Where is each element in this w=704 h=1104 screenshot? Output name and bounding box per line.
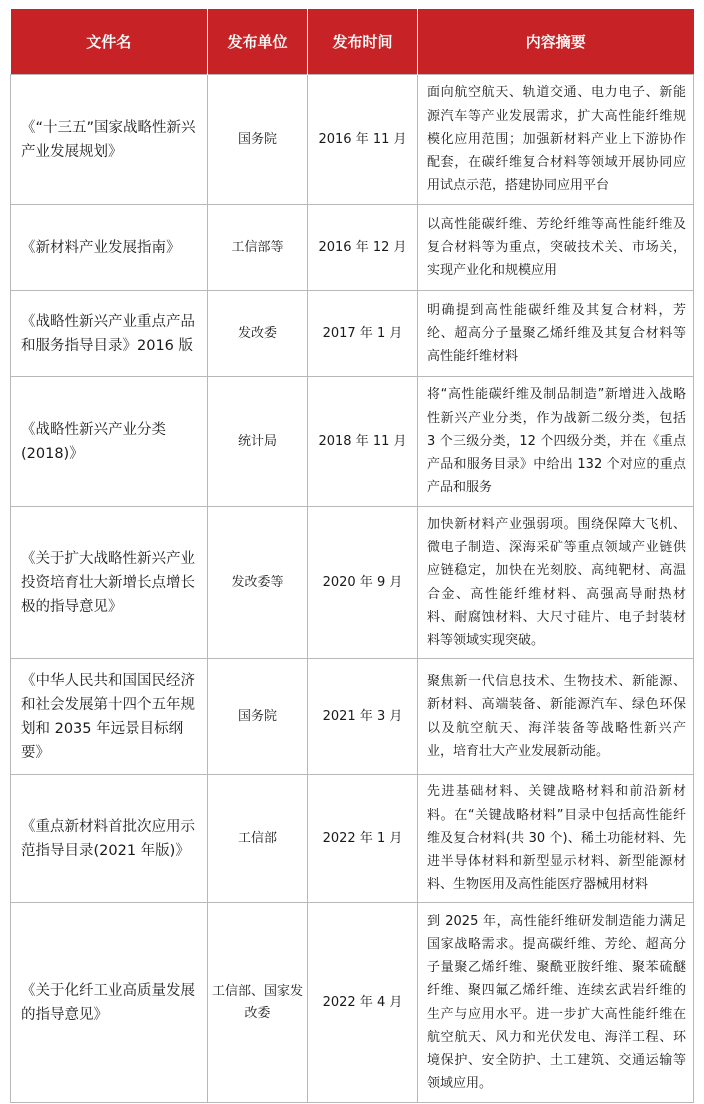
summary-cell: 聚焦新一代信息技术、生物技术、新能源、新材料、高端装备、新能源汽车、绿色环保以及航空航天、海洋装备等战略性新兴产业，培育壮大产业发展新动能。 [418,659,694,775]
summary-cell: 面向航空航天、轨道交通、电力电子、新能源汽车等产业发展需求，扩大高性能纤维规模化应用范围；加强新材料产业上下游协作配套，在碳纤维复合材料等领域开展协同应用试点示范，搭建协同应用平台 [418,75,694,205]
table-row [11,659,694,775]
table-row [11,903,694,1103]
summary-cell: 明确提到高性能碳纤维及其复合材料，芳纶、超高分子量聚乙烯纤维及其复合材料等高性能纤维材料 [418,291,694,377]
issuer-cell: 工信部、国家发改委 [208,903,308,1103]
date-cell: 2021 年 3 月 [308,659,418,775]
issuer-cell: 工信部 [208,775,308,903]
header-issuer: 发布单位 [208,9,308,75]
summary-cell: 加快新材料产业强弱项。围绕保障大飞机、微电子制造、深海采矿等重点领域产业链供应链稳定，加快在光刻胶、高纯靶材、高温合金、高性能纤维材料、高强高导耐热材料、耐腐蚀材料、大尺寸硅片、电子封装材料等领域实现突破。 [418,507,694,659]
table-row [11,507,694,659]
date-cell: 2020 年 9 月 [308,507,418,659]
date-cell: 2022 年 4 月 [308,903,418,1103]
date-cell: 2016 年 12 月 [308,205,418,291]
policy-table-wrapper [10,9,693,1103]
date-cell: 2018 年 11 月 [308,377,418,507]
table-row [11,775,694,903]
header-summary: 内容摘要 [418,9,694,75]
summary-cell: 先进基础材料、关键战略材料和前沿新材料。在“关键战略材料”目录中包括高性能纤维及复合材料(共 30 个)、稀土功能材料、先进半导体材料和新型显示材料、新型能源材料、生物医用及高性能医疗器械用材料 [418,775,694,903]
summary-cell: 以高性能碳纤维、芳纶纤维等高性能纤维及复合材料等为重点，突破技术关、市场关，实现产业化和规模应用 [418,205,694,291]
summary-cell: 到 2025 年，高性能纤维研发制造能力满足国家战略需求。提高碳纤维、芳纶、超高分子量聚乙烯纤维、聚酰亚胺纤维、聚苯硫醚纤维、聚四氟乙烯纤维、连续玄武岩纤维的生产与应用水平。进一步扩大高性能纤维在航空航天、风力和光伏发电、海洋工程、环境保护、安全防护、土工建筑、交通运输等领域应用。 [418,903,694,1103]
date-cell: 2022 年 1 月 [308,775,418,903]
doc-name-cell: 《战略性新兴产业重点产品和服务指导目录》2016 版 [11,291,208,377]
issuer-cell: 统计局 [208,377,308,507]
doc-name-cell: 《战略性新兴产业分类(2018)》 [11,377,208,507]
header-doc-name: 文件名 [11,9,208,75]
table-row [11,75,694,205]
doc-name-cell: 《重点新材料首批次应用示范指导目录(2021 年版)》 [11,775,208,903]
table-row [11,291,694,377]
issuer-cell: 国务院 [208,659,308,775]
doc-name-cell: 《“十三五”国家战略性新兴产业发展规划》 [11,75,208,205]
table-body [11,75,694,1103]
issuer-cell: 发改委 [208,291,308,377]
doc-name-cell: 《中华人民共和国国民经济和社会发展第十四个五年规划和 2035 年远景目标纲要》 [11,659,208,775]
header-release-date: 发布时间 [308,9,418,75]
doc-name-cell: 《关于化纤工业高质量发展的指导意见》 [11,903,208,1103]
issuer-cell: 发改委等 [208,507,308,659]
doc-name-cell: 《新材料产业发展指南》 [11,205,208,291]
issuer-cell: 工信部等 [208,205,308,291]
date-cell: 2016 年 11 月 [308,75,418,205]
doc-name-cell: 《关于扩大战略性新兴产业投资培育壮大新增长点增长极的指导意见》 [11,507,208,659]
table-header [11,9,694,75]
table-row [11,205,694,291]
date-cell: 2017 年 1 月 [308,291,418,377]
header-row [11,9,694,75]
issuer-cell: 国务院 [208,75,308,205]
table-row [11,377,694,507]
summary-cell: 将“高性能碳纤维及制品制造”新增进入战略性新兴产业分类，作为战新二级分类，包括 3 个三级分类，12 个四级分类，并在《重点产品和服务目录》中给出 132 个对应的重点产品和服务 [418,377,694,507]
policy-table [10,9,694,1103]
